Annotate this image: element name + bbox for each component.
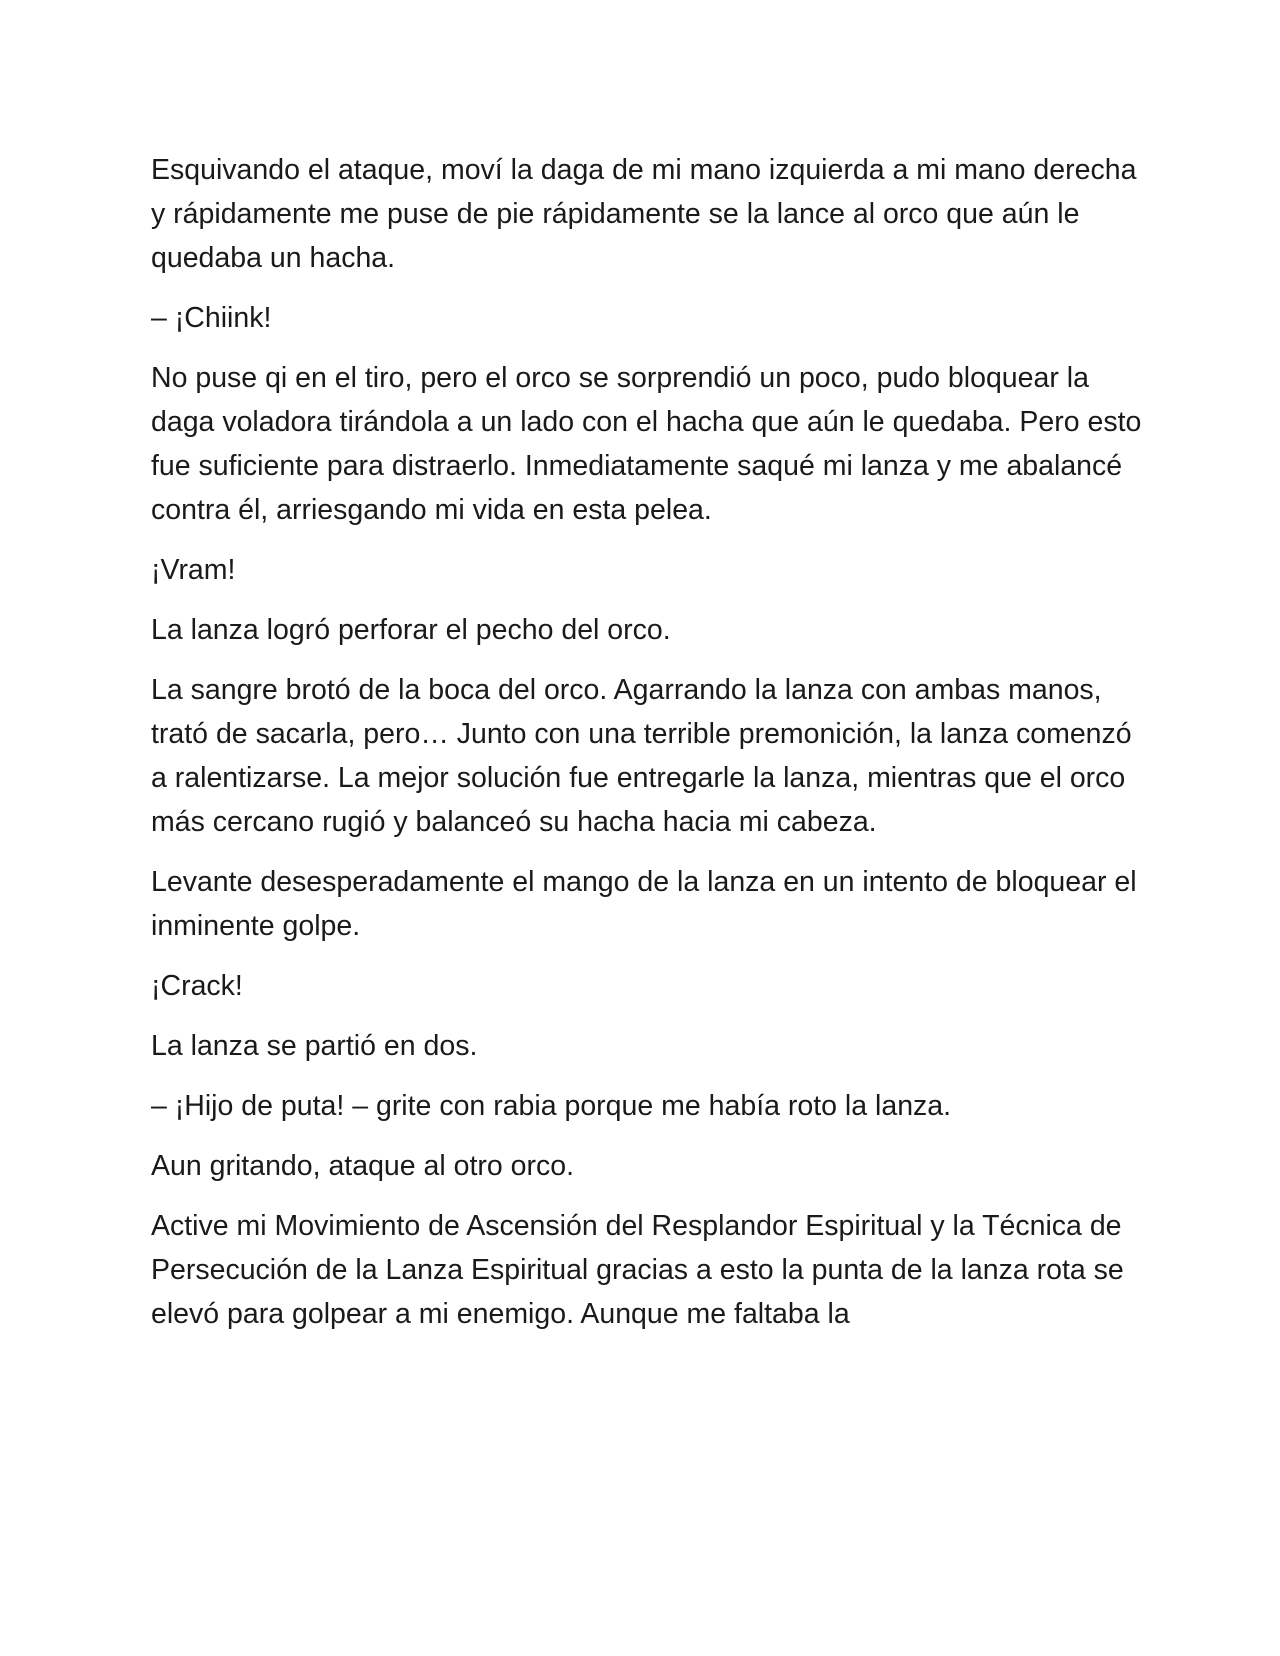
- paragraph: Active mi Movimiento de Ascensión del Resplandor Espiritual y la Técnica de Persecución de la Lanza Espiritual gracias a esto la punta de la lanza rota se elevó para golpear a mi enemigo. Aunque me faltaba la: [151, 1210, 1124, 1330]
- paragraph: – ¡Chiink!: [151, 302, 272, 334]
- paragraph: No puse qi en el tiro, pero el orco se sorprendió un poco, pudo bloquear la daga voladora tirándola a un lado con el hacha que aún le quedaba. Pero esto fue suficiente para distraerlo. Inmediatamente saqué mi lanza y me abalancé contra él, arriesgando mi vida en esta pelea.: [151, 362, 1142, 526]
- paragraph: La lanza se partió en dos.: [151, 1030, 478, 1062]
- paragraph: Esquivando el ataque, moví la daga de mi mano izquierda a mi mano derecha y rápidamente me puse de pie rápidamente se la lance al orco que aún le quedaba un hacha.: [151, 154, 1137, 274]
- paragraph: ¡Vram!: [151, 554, 236, 586]
- paragraph: ¡Crack!: [151, 970, 243, 1002]
- paragraph: Levante desesperadamente el mango de la lanza en un intento de bloquear el inminente golpe.: [151, 866, 1137, 942]
- paragraph: La lanza logró perforar el pecho del orco.: [151, 614, 671, 646]
- paragraph: Aun gritando, ataque al otro orco.: [151, 1150, 575, 1182]
- paragraph: La sangre brotó de la boca del orco. Agarrando la lanza con ambas manos, trató de sacarla, pero… Junto con una terrible premonición, la lanza comenzó a ralentizarse. La mejor solución fue entregarle la lanza, mientras que el orco más cercano rugió y balanceó su hacha hacia mi cabeza.: [151, 674, 1132, 838]
- document-body: [151, 148, 1151, 1352]
- paragraph: – ¡Hijo de puta! – grite con rabia porque me había roto la lanza.: [151, 1090, 952, 1122]
